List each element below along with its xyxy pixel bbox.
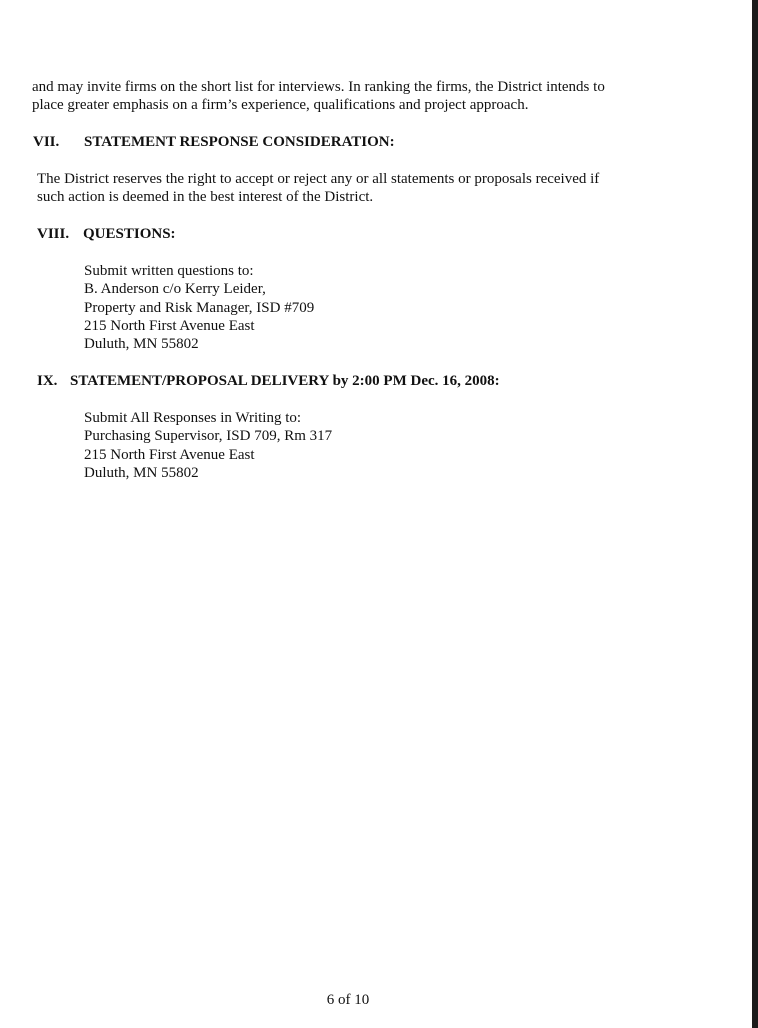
section-9-address-line: Purchasing Supervisor, ISD 709, Rm 317 [84,428,333,444]
section-7-heading [33,133,395,151]
section-9-address-line: Submit All Responses in Writing to: [84,410,302,426]
continuation-line-2: place greater emphasis on a firm’s experience, qualifications and project approach. [32,97,529,113]
section-9-number: IX. [37,373,58,389]
section-9-title: STATEMENT/PROPOSAL DELIVERY by 2:00 PM Dec. 16, 2008: [70,373,500,389]
page-edge-border [752,0,758,1028]
section-8-address-line: Property and Risk Manager, ISD #709 [84,300,315,316]
section-8-address-line: Submit written questions to: [84,263,254,279]
section-7-title: STATEMENT RESPONSE CONSIDERATION: [84,134,395,150]
continuation-line-1: and may invite firms on the short list for interviews. In ranking the firms, the District intends to [32,79,605,95]
section-8-address-line: Duluth, MN 55802 [84,336,199,352]
section-8-address-line: B. Anderson c/o Kerry Leider, [84,281,266,297]
section-9-heading [37,372,500,390]
section-9-address-line: 215 North First Avenue East [84,447,255,463]
section-7-line-2: such action is deemed in the best interest of the District. [37,189,374,205]
section-7-number: VII. [33,134,60,150]
section-8-heading [37,225,176,243]
section-8-address-line: 215 North First Avenue East [84,318,255,334]
section-8-number: VIII. [37,226,70,242]
section-7-line-1: The District reserves the right to accept or reject any or all statements or proposals received if [37,171,600,187]
section-9-address-line: Duluth, MN 55802 [84,465,199,481]
section-8-title: QUESTIONS: [83,226,176,242]
page-number: 6 of 10 [326,992,370,1008]
